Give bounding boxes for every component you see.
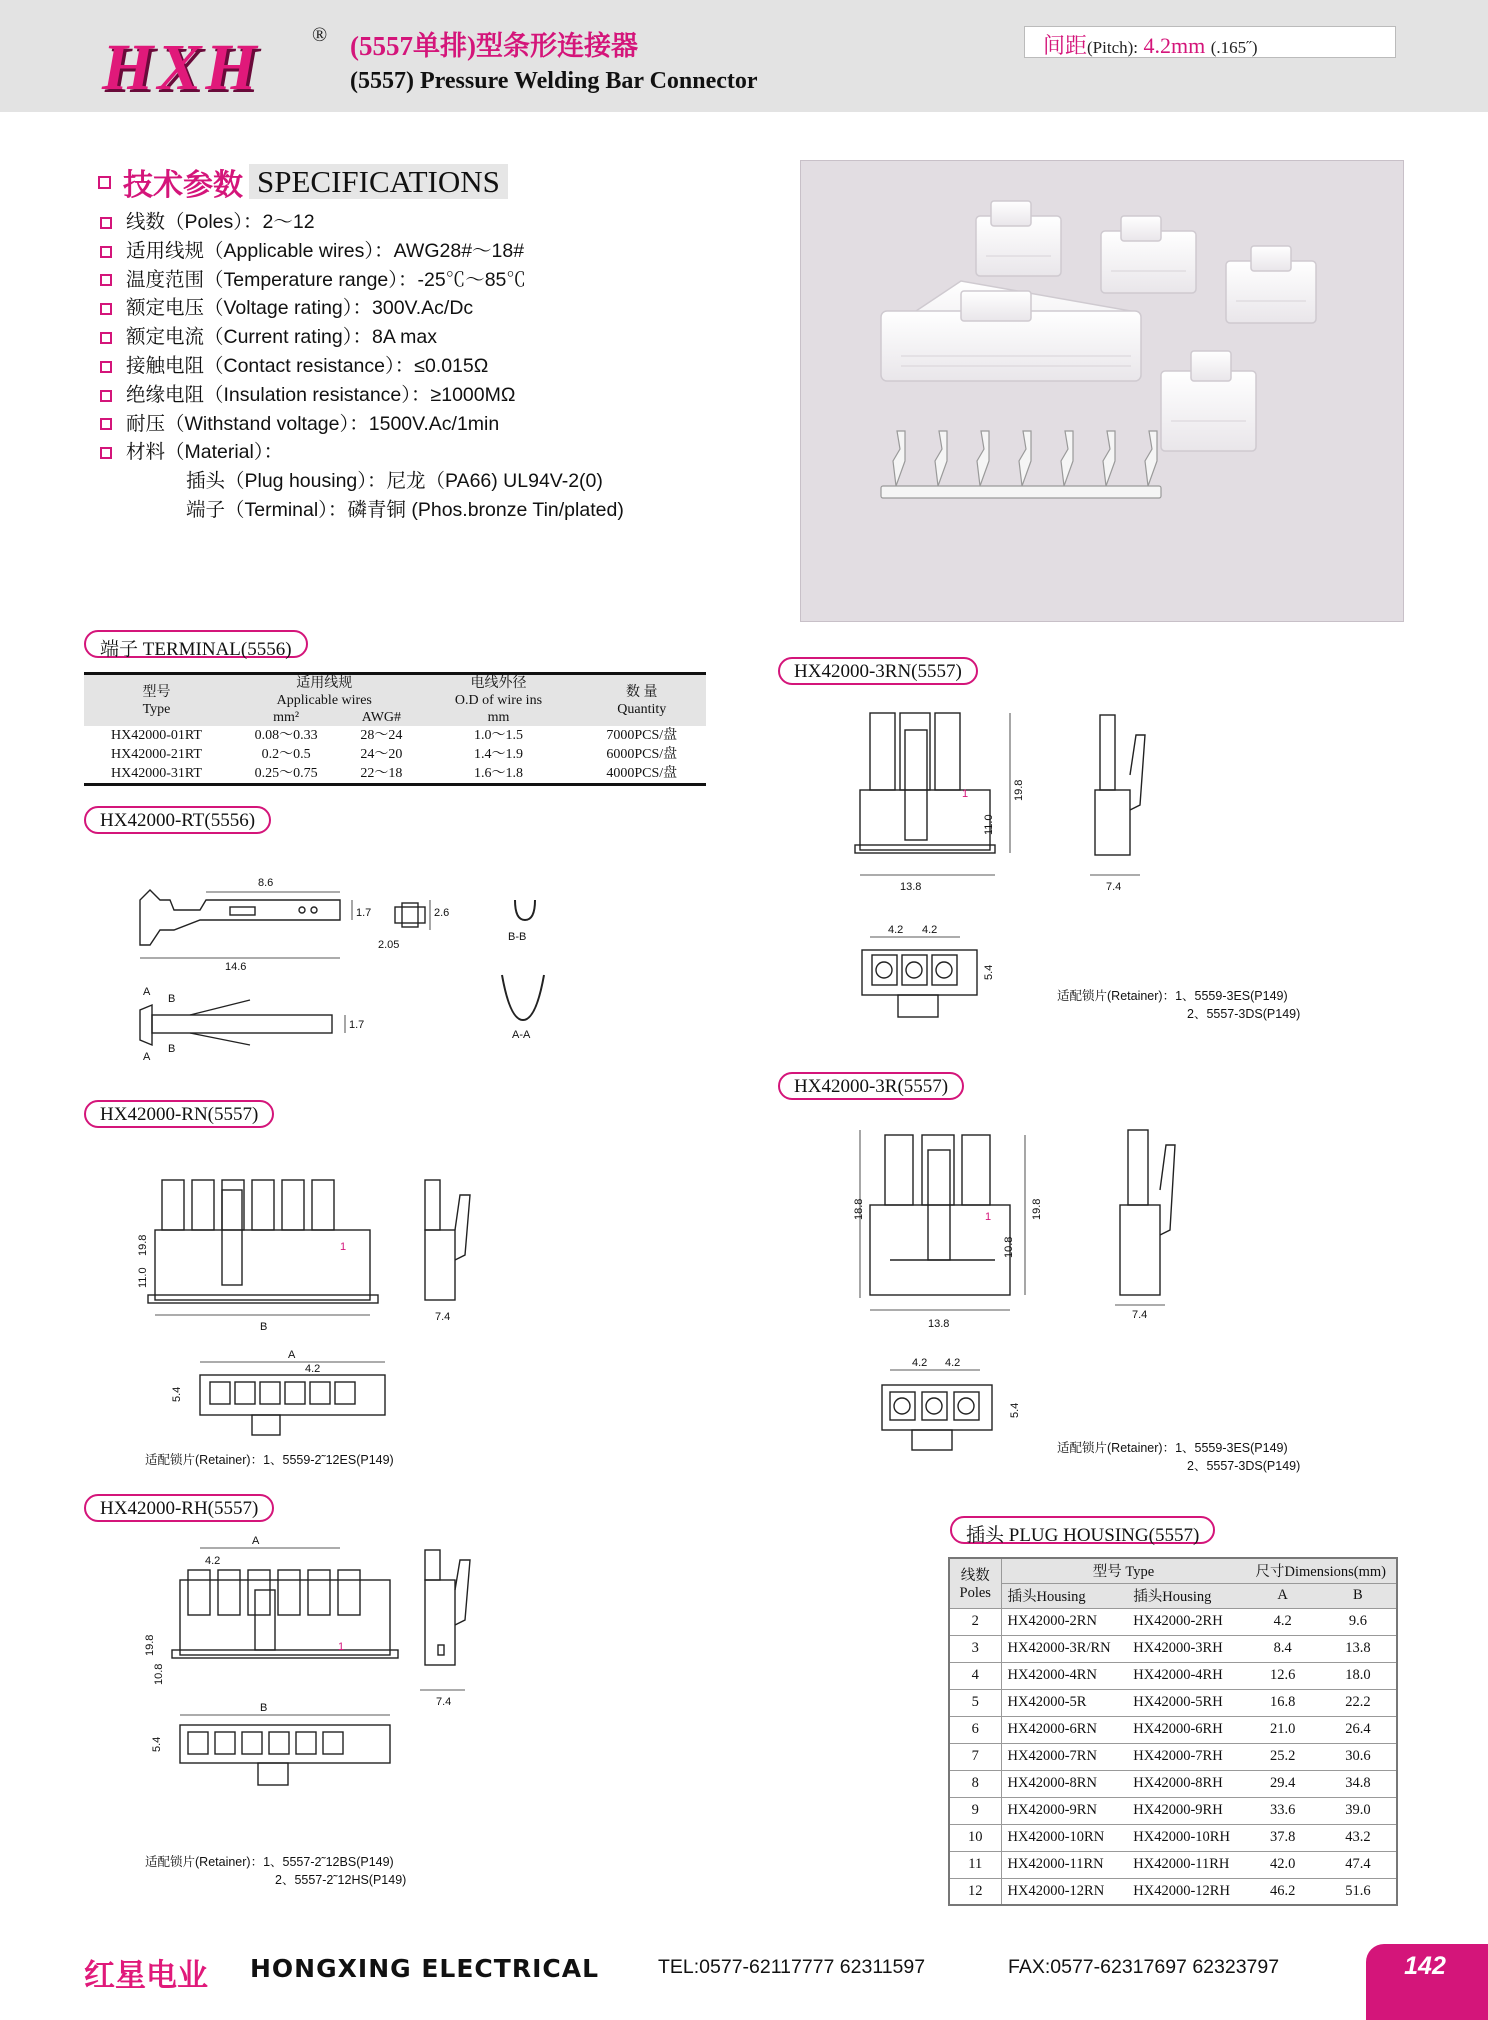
table-row: 2 HX42000-2RN HX42000-2RH 4.2 9.6 (949, 1608, 1397, 1635)
table-row: 10 HX42000-10RN HX42000-10RH 37.8 43.2 (949, 1824, 1397, 1851)
table-row: 7 HX42000-7RN HX42000-7RH 25.2 30.6 (949, 1743, 1397, 1770)
pitch-paren: (Pitch): (1087, 38, 1139, 57)
3r-dim-5.4: 5.4 (1009, 1402, 1021, 1418)
col-qty: 数 量 Quantity (578, 674, 707, 727)
rn-dim-19.8: 19.8 (137, 1234, 149, 1256)
table-row: 11 HX42000-11RN HX42000-11RH 42.0 47.4 (949, 1851, 1397, 1878)
spec-item: 额定电压（Voltage rating）：300V.Ac/Dc (100, 292, 780, 321)
3r-housing-drawing (840, 1120, 1260, 1450)
rt-label-a-top: A (143, 986, 151, 998)
square-bullet-icon (100, 217, 112, 229)
rt-dim-14.6: 14.6 (225, 961, 247, 973)
rh-dim-a: A (252, 1535, 260, 1547)
spec-item: 额定电流（Current rating）：8A max (100, 321, 780, 350)
rt-label-b-bottom: B (168, 1043, 176, 1055)
col-mm: mm (419, 709, 577, 726)
col-poles: 线数 Poles (949, 1558, 1001, 1608)
3rn-retainer-note-2: 2、5557-3DS(P149) (1187, 1007, 1301, 1021)
3r-section-label: HX42000-3R(5557) (778, 1072, 964, 1100)
3r-dim-pitch-2: 4.2 (945, 1357, 961, 1369)
pitch-inch: (.165˝) (1210, 38, 1258, 57)
3r-retainer-note-2: 2、5557-3DS(P149) (1187, 1459, 1301, 1473)
rh-housing-drawing (140, 1535, 520, 1870)
rh-pin1-marker: 1 (338, 1641, 345, 1653)
brand-logo: HXH (102, 31, 261, 104)
3rn-dim-7.4: 7.4 (1106, 881, 1122, 893)
rh-dim-7.4: 7.4 (436, 1696, 452, 1708)
rt-label-a-bottom: A (143, 1051, 151, 1063)
square-bullet-icon (98, 176, 111, 189)
fax-numbers: FAX:0577-62317697 62323797 (1008, 1956, 1280, 1978)
rh-dim-b: B (260, 1702, 268, 1714)
table-row: 9 HX42000-9RN HX42000-9RH 33.6 39.0 (949, 1797, 1397, 1824)
rt-dim-2.05: 2.05 (378, 939, 400, 951)
phone-numbers: TEL:0577-62117777 62311597 (658, 1956, 926, 1978)
rn-pin1-marker: 1 (340, 1241, 347, 1253)
rh-retainer-note-1: 适配锁片(Retainer)：1、5557-2˜12BS(P149) (145, 1855, 394, 1869)
pitch-badge (1024, 26, 1396, 58)
3r-dim-pitch-1: 4.2 (912, 1357, 928, 1369)
rt-section-label: HX42000-RT(5556) (84, 806, 271, 834)
3rn-dim-19.8: 19.8 (1013, 779, 1025, 801)
rn-dim-pitch: 4.2 (305, 1363, 321, 1375)
rn-retainer-note: 适配锁片(Retainer)：1、5559-2˜12ES(P149) (145, 1453, 394, 1467)
rt-dim-1.7-side: 1.7 (349, 1019, 365, 1031)
page-number: 142 (1404, 1952, 1446, 1980)
square-bullet-icon (100, 274, 112, 286)
rn-section-label: HX42000-RN(5557) (84, 1100, 274, 1128)
3r-dim-7.4: 7.4 (1132, 1309, 1148, 1321)
3rn-dim-13.8: 13.8 (900, 881, 922, 893)
table-row: 12 HX42000-12RN HX42000-12RH 46.2 51.6 (949, 1878, 1397, 1905)
spec-item: 绝缘电阻（Insulation resistance）：≥1000MΩ (100, 379, 780, 408)
col-type: 型号 Type (84, 674, 229, 727)
spec-heading (98, 160, 508, 204)
rt-dim-1.7: 1.7 (356, 907, 372, 919)
pitch-label: 间距 (1043, 33, 1088, 58)
square-bullet-icon (100, 447, 112, 459)
rt-terminal-drawing (130, 870, 570, 1070)
3rn-dim-pitch-2: 4.2 (922, 924, 938, 936)
company-name-cn: 红星电业 (84, 1958, 208, 1994)
col-wires: 适用线规 Applicable wires (229, 674, 419, 710)
col-b: B (1320, 1583, 1397, 1608)
plug-section-label: 插头 PLUG HOUSING(5557) (950, 1516, 1215, 1544)
spec-subitem: 插头（Plug housing）：尼龙（PA66) UL94V-2(0) (186, 470, 603, 493)
3r-dim-10.8: 10.8 (1003, 1236, 1015, 1258)
rn-housing-drawing (137, 1170, 520, 1440)
rt-section-bb: B-B (508, 931, 527, 943)
pitch-value: 4.2mm (1143, 33, 1206, 58)
table-row: HX42000-21RT 0.2～0.5 24～20 1.4～1.9 6000PCS/盘 (111, 747, 678, 762)
rt-dim-2.6: 2.6 (434, 907, 450, 919)
rn-dim-b: B (260, 1321, 268, 1333)
page-title-en: (5557) Pressure Welding Bar Connector (350, 68, 758, 94)
3r-pin1-marker: 1 (985, 1211, 992, 1223)
square-bullet-icon (100, 418, 112, 430)
rh-section-label: HX42000-RH(5557) (84, 1494, 274, 1522)
table-row: HX42000-31RT 0.25～0.75 22～18 1.6～1.8 4000PCS/盘 (84, 764, 706, 785)
table-row: 3 HX42000-3R/RN HX42000-3RH 8.4 13.8 (949, 1635, 1397, 1662)
rt-section-aa: A-A (512, 1029, 531, 1041)
square-bullet-icon (100, 332, 112, 344)
col-a: A (1246, 1583, 1320, 1608)
rn-dim-a: A (288, 1349, 296, 1361)
square-bullet-icon (100, 361, 112, 373)
col-awg: AWG# (343, 709, 419, 726)
terminal-table (84, 672, 706, 786)
3r-dim-19.8: 19.8 (1031, 1198, 1043, 1220)
col-type: 型号 Type (1001, 1558, 1246, 1583)
3rn-section-label: HX42000-3RN(5557) (778, 657, 978, 685)
3rn-dim-pitch-1: 4.2 (888, 924, 904, 936)
table-row: HX42000-01RT 0.08～0.33 28～24 1.0～1.5 7000PCS/盘 (111, 728, 678, 743)
table-row: 8 HX42000-8RN HX42000-8RH 29.4 34.8 (949, 1770, 1397, 1797)
product-photo (800, 160, 1404, 622)
spec-item: 适用线规（Applicable wires）：AWG28#～18# (100, 235, 780, 264)
3rn-dim-11.0: 11.0 (983, 814, 995, 835)
3r-dim-13.8: 13.8 (928, 1318, 950, 1330)
rt-dim-8.6: 8.6 (258, 877, 274, 889)
rh-dim-5.4: 5.4 (151, 1736, 163, 1752)
rt-label-b-top: B (168, 993, 176, 1005)
spec-item: 温度范围（Temperature range）：-25℃～85℃ (100, 264, 780, 293)
col-mm2: mm² (229, 709, 343, 726)
spec-item: 材料（Material）： (100, 436, 780, 465)
rn-dim-7.4: 7.4 (435, 1311, 451, 1323)
rh-dim-19.8: 19.8 (144, 1634, 156, 1656)
square-bullet-icon (100, 246, 112, 258)
table-row: 4 HX42000-4RN HX42000-4RH 12.6 18.0 (949, 1662, 1397, 1689)
3rn-retainer-note-1: 适配锁片(Retainer)：1、5559-3ES(P149) (1057, 989, 1288, 1003)
rn-dim-5.4: 5.4 (171, 1386, 183, 1402)
table-row: 6 HX42000-6RN HX42000-6RH 21.0 26.4 (949, 1716, 1397, 1743)
3r-retainer-note-1: 适配锁片(Retainer)：1、5559-3ES(P149) (1057, 1441, 1288, 1455)
spec-subitem: 端子（Terminal）：磷青铜 (Phos.bronze Tin/plated) (186, 498, 624, 521)
3rn-dim-5.4: 5.4 (983, 964, 995, 980)
connector-illustration (801, 161, 1405, 623)
plug-housing-table (948, 1557, 1398, 1906)
col-housing-rh: 插头Housing (1127, 1583, 1245, 1608)
company-name-en: HONGXING ELECTRICAL (250, 1954, 600, 1983)
spec-title-cn: 技术参数 (123, 169, 243, 202)
spec-item: 线数（Poles）：2～12 (100, 206, 780, 235)
3rn-pin1-marker: 1 (962, 788, 969, 800)
square-bullet-icon (100, 303, 112, 315)
spec-list (100, 206, 780, 523)
3r-dim-18.8: 18.8 (853, 1198, 865, 1220)
registered-mark: ® (312, 24, 328, 46)
rh-dim-pitch: 4.2 (205, 1555, 221, 1567)
spec-title-en: SPECIFICATIONS (249, 164, 508, 199)
col-dims: 尺寸Dimensions(mm) (1246, 1558, 1397, 1583)
spec-item: 接触电阻（Contact resistance）：≤0.015Ω (100, 350, 780, 379)
rn-dim-11.0: 11.0 (137, 1267, 149, 1288)
rh-dim-10.8: 10.8 (153, 1663, 165, 1685)
col-od: 电线外径 O.D of wire ins (419, 674, 577, 710)
table-row: 5 HX42000-5R HX42000-5RH 16.8 22.2 (949, 1689, 1397, 1716)
col-housing-rn: 插头Housing (1001, 1583, 1127, 1608)
terminal-section-label: 端子 TERMINAL(5556) (84, 630, 308, 658)
page-title-cn: (5557单排)型条形连接器 (350, 31, 638, 61)
square-bullet-icon (100, 390, 112, 402)
spec-item: 耐压（Withstand voltage）：1500V.Ac/1min (100, 408, 780, 437)
rh-retainer-note-2: 2、5557-2˜12HS(P149) (275, 1873, 407, 1887)
